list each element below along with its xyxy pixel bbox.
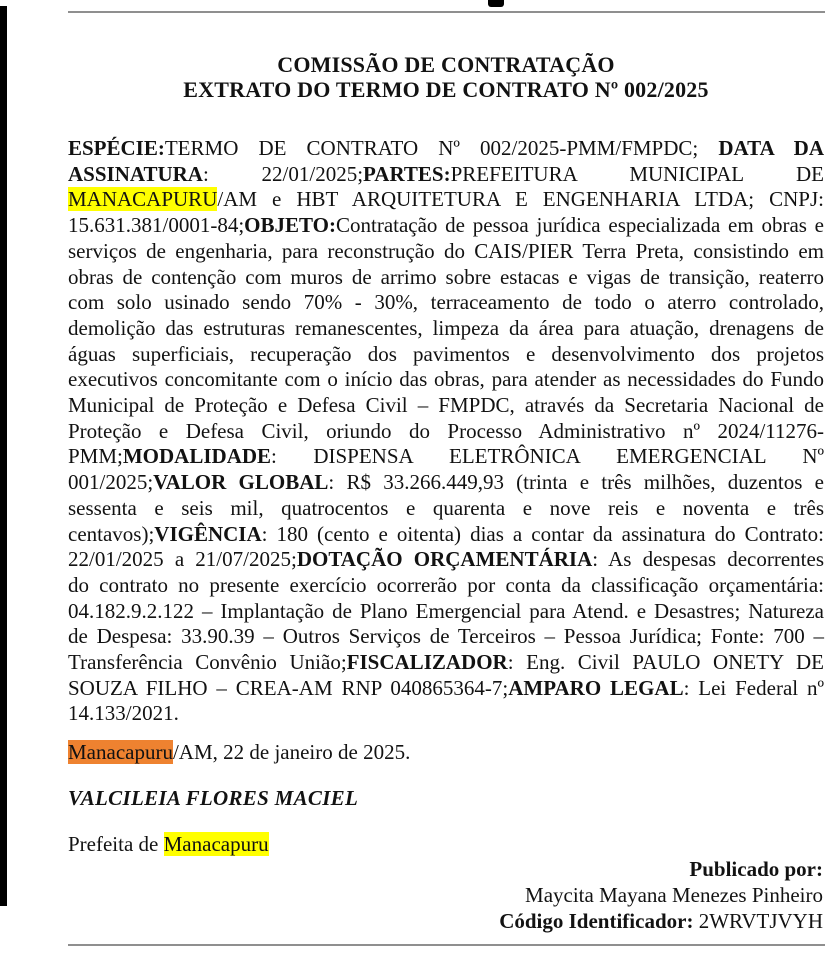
text-segment: : 180 (cento e oitenta) dias a contar da assinatura do Contrato: 22/01/2025 a 21/07/2025; (68, 521, 824, 572)
text-segment: : R$ 33.266.449,93 (trinta e três milhões, duzentos e sessenta e seis mil, quatrocentos e quarenta e nove reis e noventa e três centavos); (68, 470, 824, 546)
publisher-name: Maycita Mayana Menezes Pinheiro (525, 883, 823, 907)
identifier-code-line (67, 908, 823, 934)
text-segment: /AM, 22 de janeiro de 2025. (172, 740, 411, 764)
highlighted-text: Manacapuru (163, 832, 269, 856)
text-segment: : Lei Federal nº 14.133/2021. (68, 675, 824, 726)
cropped-text-artifact (488, 0, 504, 7)
identifier-code-value: 2WRVTJVYH (698, 909, 823, 933)
text-segment: : 22/01/2025; (202, 161, 364, 186)
published-by-label: Publicado por: (689, 857, 823, 881)
highlighted-text: MANACAPURU (68, 187, 218, 212)
signature-name: VALCILEIA FLORES MACIEL (68, 786, 359, 810)
publication-footer (67, 856, 823, 934)
bold-label: FISCALIZADOR (346, 650, 508, 675)
bold-label: DATA DA ASSINATURA (68, 136, 824, 186)
bold-label: ESPÉCIE: (68, 136, 165, 160)
highlighted-text: Manacapuru (68, 740, 173, 764)
text-segment: PREFEITURA MUNICIPAL DE (450, 161, 824, 186)
text-segment: : As despesas decorrentes do contrato no presente exercício ocorrerão por conta da classificação orçamentária: 04.182.9.2.122 – Implantação de Plano Emergencial para Atend. e Desastres; Natureza de Despesa: 33.90.39 – Outros Serviços de Terceiros – Pessoa Jurídica; Fonte: 700 – Transferência Convênio União; (68, 547, 824, 675)
text-segment: : Eng. Civil PAULO ONETY DE SOUZA FILHO – CREA-AM RNP 040865364-7; (68, 650, 824, 700)
text-segment: : DISPENSA ELETRÔNICA EMERGENCIAL Nº 001/2025; (68, 444, 824, 495)
bold-label: AMPARO LEGAL (508, 675, 684, 700)
bold-label: OBJETO: (244, 213, 336, 238)
bold-label: VALOR GLOBAL (153, 470, 329, 495)
bold-label: DOTAÇÃO ORÇAMENTÁRIA (296, 547, 593, 572)
contract-extract-paragraph (68, 136, 824, 727)
city-dateline (68, 740, 824, 765)
page-left-edge-scan-bar (0, 6, 7, 906)
top-divider-rule (68, 11, 825, 13)
bold-label: MODALIDADE (122, 444, 272, 469)
text-segment: TERMO DE CONTRATO Nº 002/2025-PMM/FMPDC; (164, 136, 719, 160)
bold-label: PARTES: (363, 161, 451, 186)
text-segment: Prefeita de (68, 832, 164, 856)
title-line-commission: COMISSÃO DE CONTRATAÇÃO (277, 52, 615, 77)
bold-label: VIGÊNCIA (154, 521, 262, 546)
document-title (68, 52, 824, 102)
bottom-divider-rule (68, 944, 825, 946)
signer-role (68, 832, 824, 857)
text-segment: /AM e HBT ARQUITETURA E ENGENHARIA LTDA; CNPJ: 15.631.381/0001-84; (68, 187, 824, 238)
text-segment: Contratação de pessoa jurídica especializada em obras e serviços de engenharia, para reconstrução do CAIS/PIER Terra Preta, consistindo em obras de contenção com muros de arrimo sobre estacas e vigas de transição, reaterro com solo usinado sendo 70% - 30%, terraceamento de todo o aterro controlado, demolição das estruturas remanescentes, limpeza da área para atuação, drenagens de águas superficiais, recuperação dos pavimentos e desenvolvimento dos projetos executivos concomitante com o início das obras, para atender as necessidades do Fundo Municipal de Proteção e Defesa Civil – FMPDC, através da Secretaria Nacional de Proteção e Defesa Civil, oriundo do Processo Administrativo nº 2024/11276-PMM; (68, 213, 824, 469)
identifier-code-label: Código Identificador: (499, 909, 694, 933)
title-line-extract: EXTRATO DO TERMO DE CONTRATO Nº 002/2025 (183, 77, 709, 102)
